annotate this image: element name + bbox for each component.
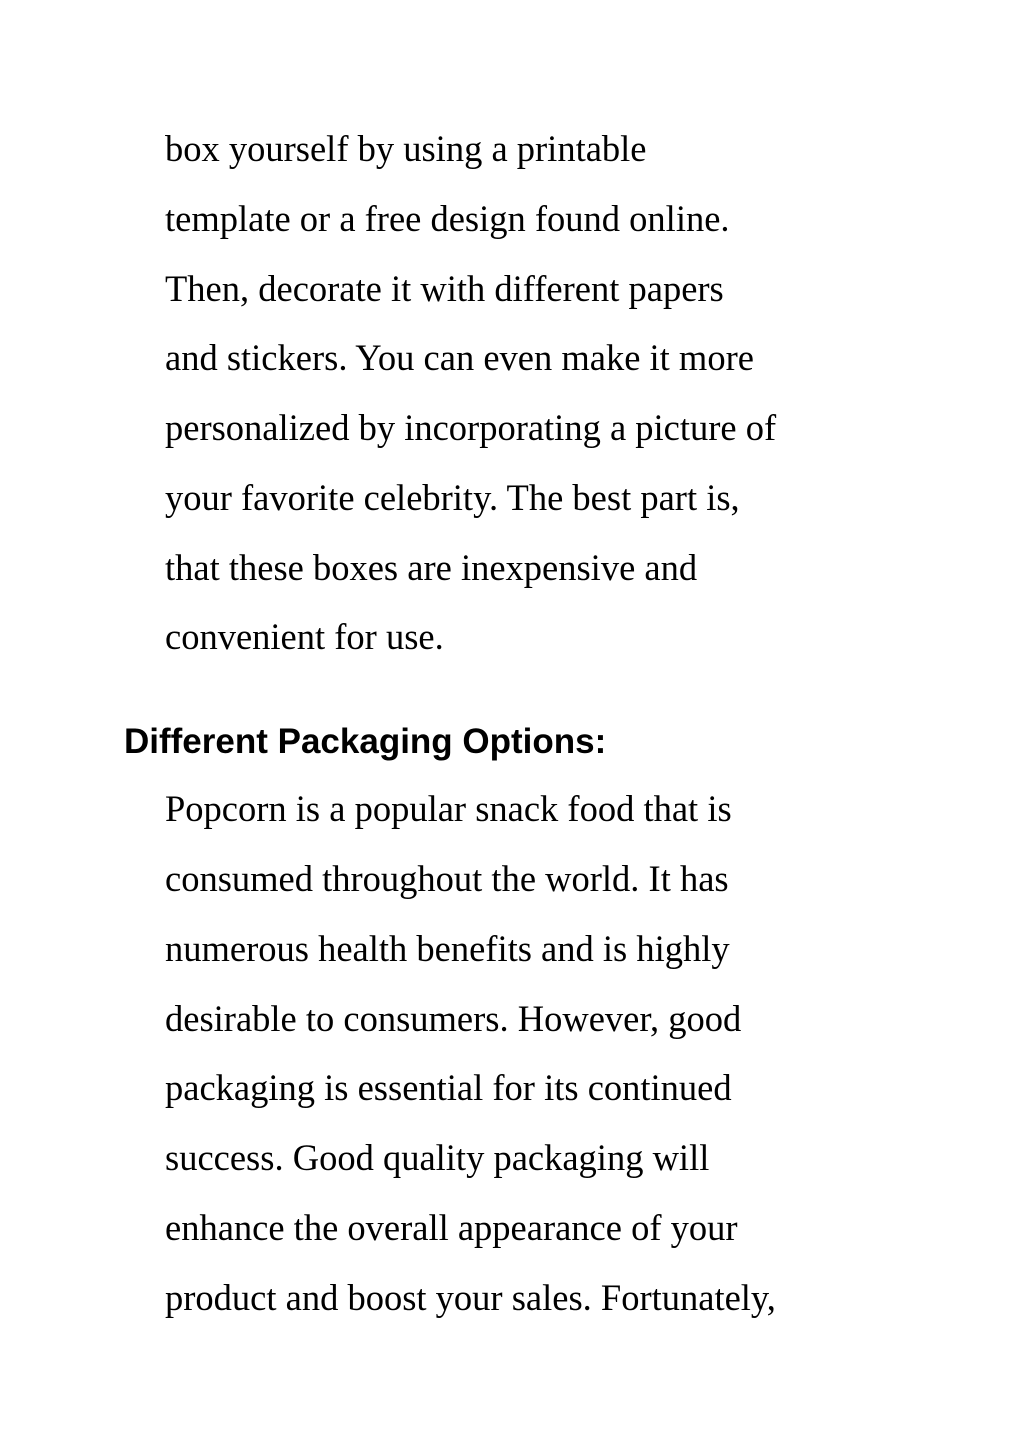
text-line: numerous health benefits and is highly xyxy=(165,928,730,969)
text-line: packaging is essential for its continued xyxy=(165,1067,732,1108)
text-line: consumed throughout the world. It has xyxy=(165,858,729,899)
text-line: box yourself by using a printable xyxy=(165,128,647,169)
text-line: product and boost your sales. Fortunately, xyxy=(165,1277,776,1318)
section-heading: Different Packaging Options: xyxy=(124,722,607,761)
text-line: Popcorn is a popular snack food that is xyxy=(165,788,732,829)
text-line: convenient for use. xyxy=(165,616,444,657)
text-line: template or a free design found online. xyxy=(165,198,730,239)
text-line: enhance the overall appearance of your xyxy=(165,1207,738,1248)
text-line: Then, decorate it with different papers xyxy=(165,268,724,309)
text-line: desirable to consumers. However, good xyxy=(165,998,742,1039)
text-line: that these boxes are inexpensive and xyxy=(165,547,698,588)
text-line: and stickers. You can even make it more xyxy=(165,337,754,378)
text-line: personalized by incorporating a picture of xyxy=(165,407,777,448)
text-line: your favorite celebrity. The best part is, xyxy=(165,477,740,518)
text-line: success. Good quality packaging will xyxy=(165,1137,710,1178)
